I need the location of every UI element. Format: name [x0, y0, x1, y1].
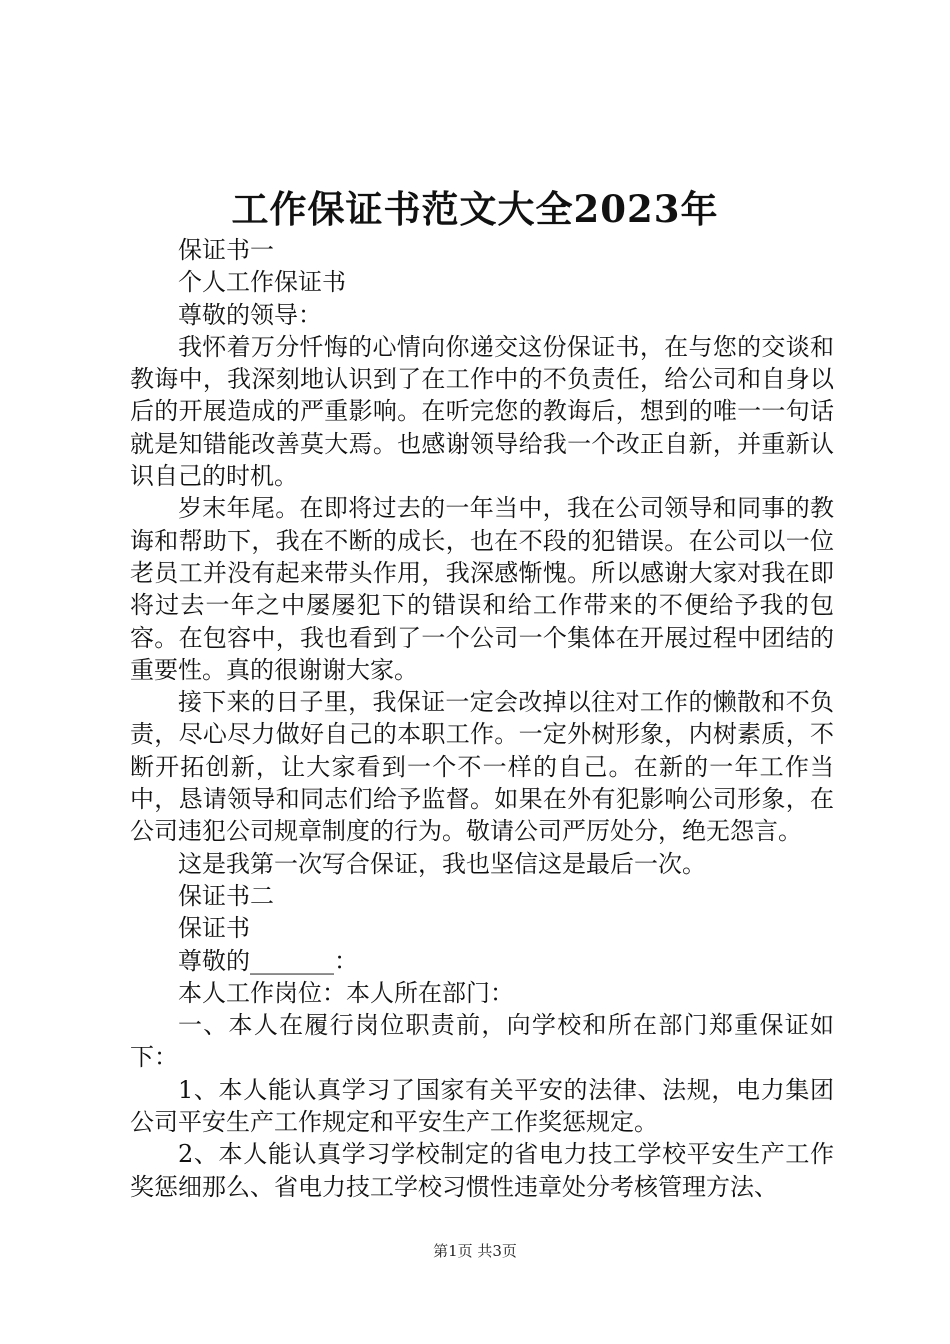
document-body	[130, 234, 834, 1203]
paragraph: 1、本人能认真学习了国家有关平安的法律、法规，电力集团公司平安生产工作规定和平安生产工作奖惩规定。	[130, 1075, 834, 1137]
page-number-footer: 第1页 共3页	[433, 1242, 517, 1260]
paragraph: 岁末年尾。在即将过去的一年当中，我在公司领导和同事的教诲和帮助下，我在不断的成长，也在不段的犯错误。在公司以一位老员工并没有起来带头作用，我深感惭愧。所以感谢大家对我在即将过去一年之中屡屡犯下的错误和给工作带来的不便给予我的包容。在包容中，我也看到了一个公司一个集体在开展过程中团结的重要性。真的很谢谢大家。	[130, 494, 834, 684]
paragraph: 接下来的日子里，我保证一定会改掉以往对工作的懒散和不负责，尽心尽力做好自己的本职工作。一定外树形象，内树素质，不断开拓创新，让大家看到一个不一样的自己。在新的一年工作当中，恳请领导和同志们给予监督。如果在外有犯影响公司形象，在公司违犯公司规章制度的行为。敬请公司严厉处分，绝无怨言。	[130, 688, 834, 846]
paragraph: 个人工作保证书	[178, 268, 346, 297]
paragraph: 一、本人在履行岗位职责前，向学校和所在部门郑重保证如下：	[130, 1011, 834, 1072]
paragraph: 2、本人能认真学习学校制定的省电力技工学校平安生产工作奖惩细那么、省电力技工学校习惯性违章处分考核管理方法、	[130, 1140, 834, 1201]
paragraph: 保证书一	[178, 236, 274, 264]
paragraph: 尊敬的_______：	[178, 946, 358, 975]
paragraph: 保证书二	[178, 881, 274, 910]
paragraph: 保证书	[178, 914, 250, 943]
paragraph: 本人工作岗位：本人所在部门：	[178, 978, 514, 1007]
paragraph: 我怀着万分忏悔的心情向你递交这份保证书，在与您的交谈和教诲中，我深刻地认识到了在工作中的不负责任，给公司和自身以后的开展造成的严重影响。在听完您的教诲后，想到的唯一一句话就是知错能改善莫大焉。也感谢领导给我一个改正自新，并重新认识自己的时机。	[130, 332, 834, 491]
paragraph: 尊敬的领导：	[178, 300, 322, 329]
document-title: 工作保证书范文大全2023年	[231, 187, 719, 231]
paragraph: 这是我第一次写合保证，我也坚信这是最后一次。	[178, 849, 706, 878]
